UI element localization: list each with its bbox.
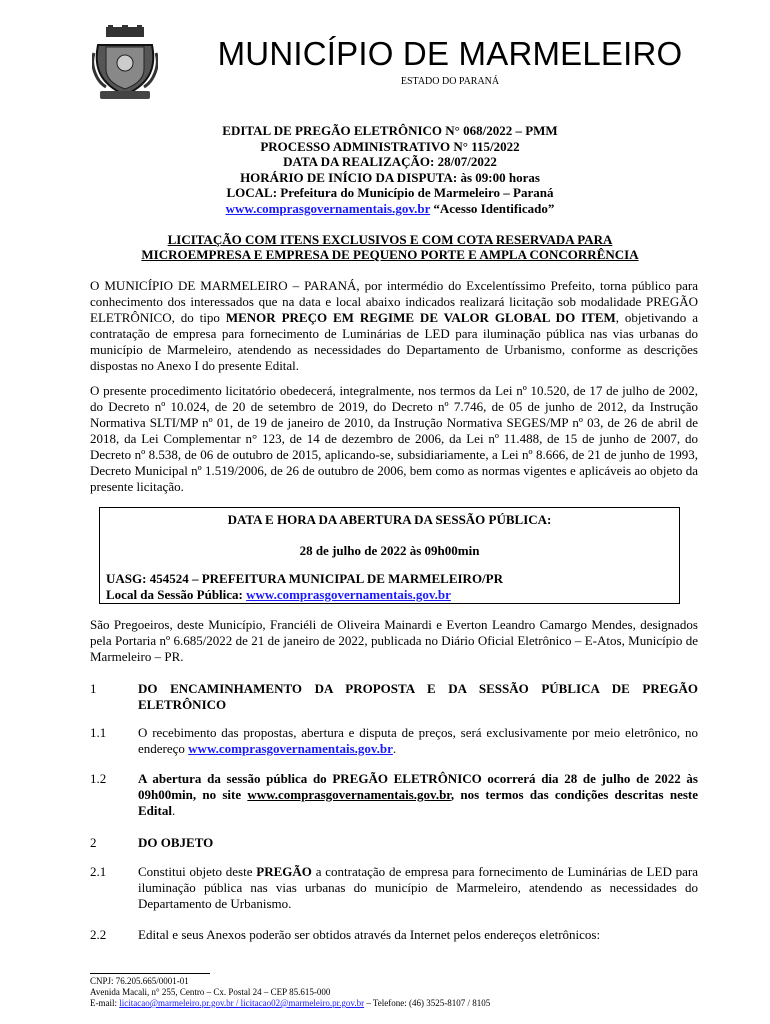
site-link[interactable]: www.comprasgovernamentais.gov.br xyxy=(225,200,431,216)
item-text xyxy=(138,725,698,757)
footer-email-label: E-mail: xyxy=(90,998,120,1008)
page-footer xyxy=(90,976,490,1009)
edital-header xyxy=(90,123,690,217)
municipal-coat-of-arms-icon xyxy=(92,25,158,103)
footer-cnpj: CNPJ: 76.205.665/0001-01 xyxy=(90,976,189,986)
item-1-2-site[interactable]: www.comprasgovernamentais.gov.br xyxy=(247,787,451,802)
item-text: Edital e seus Anexos poderão ser obtidos através da Internet pelos endereços eletrônicos: xyxy=(138,927,601,942)
section-title: DO OBJETO xyxy=(138,835,214,850)
intro-paragraph xyxy=(90,278,698,374)
item-1-2-text-b: , nos termos das condições descritas neste Edital xyxy=(138,787,698,818)
pregoeiros-paragraph: São Pregoeiros, deste Município, Franciéli de Oliveira Mainardi e Everton Leandro Camargo Mendes, designados pela Portaria nº 6.685/2022 de 21 de janeiro de 2022, publicada no Diário Oficial Eletrônico – E-Atos, Município de Marmeleiro – PR. xyxy=(90,617,698,664)
uasg-line: UASG: 454524 – PREFEITURA MUNICIPAL DE MARMELEIRO/PR xyxy=(106,571,503,586)
edital-number: EDITAL DE PREGÃO ELETRÔNICO N° 068/2022 – PMM xyxy=(222,123,558,138)
footer-contact xyxy=(90,998,490,1009)
item-number: 2.1 xyxy=(90,864,107,879)
licitacao-title-line-2: MICROEMPRESA E EMPRESA DE PEQUENO PORTE E AMPLA CONCORRÊNCIA xyxy=(141,247,639,262)
item-number: 1.1 xyxy=(90,725,107,740)
legal-paragraph: O presente procedimento licitatório obedecerá, integralmente, nos termos da Lei nº 10.520, de 17 de julho de 2002, do Decreto nº 10.024, de 20 de setembro de 2019, do Decreto nº 7.746, de 05 de junho de 2012, da Instrução Normativa SLTI/MP nº 01, de 19 de janeiro de 2010, da Instrução Normativa SEGES/MP nº 03, de 26 de abril de 2018, da Lei Complementar n° 123, de 14 de dezembro de 2006, da Lei nº 11.488, de 15 de junho de 2007, do Decreto nº 8.538, de 06 de outubro de 2015, aplicando-se, subsidiariamente, a Lei nº 8.666, de 21 de junho de 1993, Decreto Municipal nº 1.519/2006, de 26 de outubro de 2006, bem como as normas vigentes e aplicáveis ao objeto da presente licitação. xyxy=(90,383,698,494)
realization-date: DATA DA REALIZAÇÃO: 28/07/2022 xyxy=(283,154,497,170)
session-location-label: Local da Sessão Pública: xyxy=(106,587,247,602)
section-number: 2 xyxy=(90,835,97,850)
session-details xyxy=(106,571,503,603)
item-1-1-end: . xyxy=(392,741,397,756)
site-line xyxy=(90,201,690,217)
footer-divider xyxy=(90,973,210,974)
state-subtitle: ESTADO DO PARANÁ xyxy=(400,76,500,87)
footer-address: Avenida Macali, n° 255, Centro – Cx. Postal 24 – CEP 85.615-000 xyxy=(90,987,331,997)
session-datetime: 28 de julho de 2022 às 09h00min xyxy=(299,543,480,558)
footer-email-links[interactable]: licitacao@marmeleiro.pr.gov.br / licitacao02@marmeleiro.pr.gov.br xyxy=(119,998,365,1008)
location: LOCAL: Prefeitura do Município de Marmeleiro – Paraná xyxy=(226,185,554,201)
section-number: 1 xyxy=(90,681,97,696)
municipality-title: MUNICÍPIO DE MARMELEIRO xyxy=(217,35,683,72)
session-location-line xyxy=(106,587,503,603)
item-1-1-text: O recebimento das propostas, abertura e disputa de preços, será exclusivamente por meio eletrônico, no endereço xyxy=(138,725,698,756)
item-text xyxy=(138,864,698,912)
intro-text-c: , objetivando a contratação de empresa para fornecimento de Luminárias de LED para iluminação pública nas vias urbanas do município de Marmeleiro, atendendo as necessidades do Departamento de Urbanismo, conforme as descrições dispostas no Anexo I do presente Edital. xyxy=(90,310,698,373)
item-1-2-text-a: A abertura da sessão pública do PREGÃO ELETRÔNICO ocorrerá dia 28 de julho de 2022 às 09h00min, no site xyxy=(138,771,698,802)
licitacao-title xyxy=(90,232,690,262)
dispute-time: HORÁRIO DE INÍCIO DA DISPUTA: às 09:00 horas xyxy=(240,169,540,185)
item-2-1-text-c: a contratação de empresa para fornecimento de Luminárias de LED para iluminação pública nas vias urbanas do município de Marmeleiro, atendendo as necessidades do Departamento de Urbanismo. xyxy=(138,864,698,911)
footer-phone: – Telefone: (46) 3525-8107 / 8105 xyxy=(364,998,491,1008)
processo-number: PROCESSO ADMINISTRATIVO N° 115/2022 xyxy=(260,138,520,154)
item-1-2-end: . xyxy=(171,803,176,818)
licitacao-title-line-1: LICITAÇÃO COM ITENS EXCLUSIVOS E COM COTA RESERVADA PARA xyxy=(167,232,613,247)
intro-text-bold: MENOR PREÇO EM REGIME DE VALOR GLOBAL DO ITEM xyxy=(225,310,616,325)
item-number: 1.2 xyxy=(90,771,107,786)
site-note: “Acesso Identificado” xyxy=(430,200,555,216)
item-2-1-text-bold: PREGÃO xyxy=(256,864,312,879)
session-location-link[interactable]: www.comprasgovernamentais.gov.br xyxy=(246,587,451,602)
session-info-box xyxy=(99,507,680,604)
item-1-1-link[interactable]: www.comprasgovernamentais.gov.br xyxy=(188,741,393,756)
item-text xyxy=(138,771,698,819)
item-number: 2.2 xyxy=(90,927,107,942)
section-title: DO ENCAMINHAMENTO DA PROPOSTA E DA SESSÃO PÚBLICA DE PREGÃO ELETRÔNICO xyxy=(138,681,698,712)
item-2-1-text-a: Constitui objeto deste xyxy=(138,864,257,879)
session-box-title: DATA E HORA DA ABERTURA DA SESSÃO PÚBLICA: xyxy=(227,512,552,527)
intro-text-a: O MUNICÍPIO DE MARMELEIRO – PARANÁ, por intermédio do Excelentíssimo Prefeito, torna público para conhecimento dos interessados que na data e local abaixo indicados realizará licitação sob modalidade PREGÃO ELETRÔNICO, do tipo xyxy=(90,278,698,325)
